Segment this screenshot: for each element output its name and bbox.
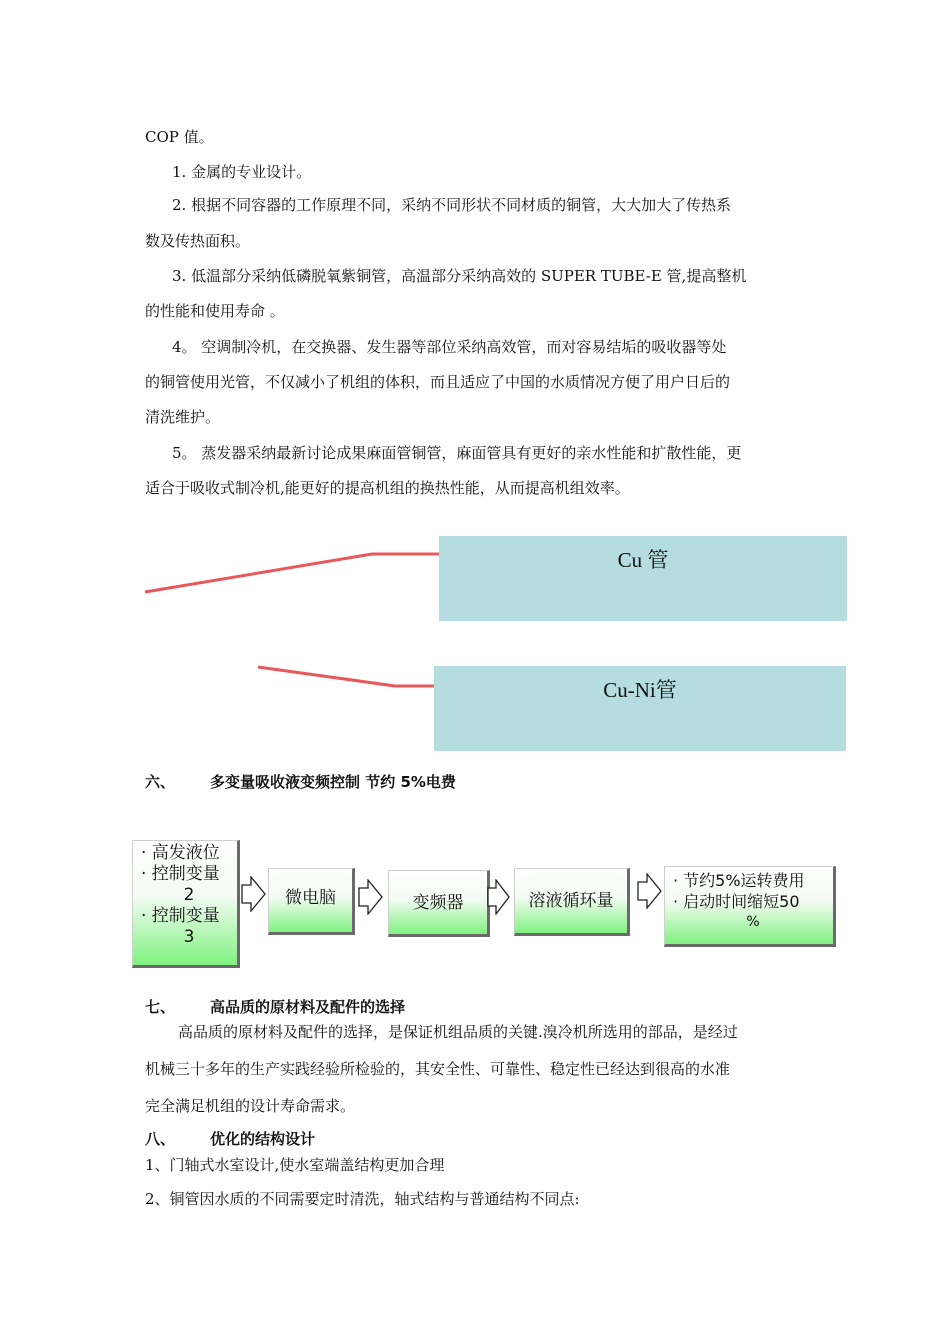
paragraph-line: 数及传热面积。 <box>145 232 251 250</box>
paragraph-line: 清洗维护。 <box>145 408 221 426</box>
flow-arrow-icon <box>487 879 511 915</box>
flow-result-box <box>664 866 836 947</box>
result-item: % <box>746 914 760 930</box>
paragraph-line: 适合于吸收式制冷机,能更好的提高机组的换热性能，从而提高机组效率。 <box>145 479 630 497</box>
paragraph-line: 机械三十多年的生产实践经验所检验的，其安全性、可靠性、稳定性已经达到很高的水准 <box>145 1060 731 1078</box>
cu-tube-box <box>439 536 847 621</box>
section-number: 七、 <box>145 998 176 1016</box>
input-item: 3 <box>183 927 195 947</box>
flow-step-microcomputer <box>268 868 355 935</box>
step-label: 微电脑 <box>285 888 336 908</box>
section-number: 八、 <box>145 1130 176 1148</box>
paragraph-line: COP 值。 <box>145 128 214 146</box>
step-label: 变频器 <box>412 893 464 913</box>
cuni-callout-line <box>258 667 434 686</box>
result-item: · 节约5%运转费用 <box>673 871 805 890</box>
flow-arrow-icon <box>358 879 384 915</box>
section-title: 优化的结构设计 <box>210 1130 316 1148</box>
flow-arrow-icon <box>637 873 663 909</box>
flow-step-inverter <box>388 870 490 937</box>
input-item: · 控制变量 <box>141 864 220 884</box>
flow-input-box <box>132 840 240 968</box>
input-item: 2 <box>183 885 195 905</box>
list-item: 4。 空调制冷机，在交换器、发生器等部位采纳高效管，而对容易结垢的吸收器等处 <box>172 338 727 356</box>
flow-step-solution-circulation <box>514 868 630 936</box>
cu-callout-line <box>145 554 440 592</box>
list-item: 1. 金属的专业设计。 <box>172 163 312 181</box>
paragraph-line: 的铜管使用光管，不仅减小了机组的体积，而且适应了中国的水质情况方便了用户日后的 <box>145 373 731 391</box>
section-number: 六、 <box>145 773 176 791</box>
list-item: 3. 低温部分采纳低磷脱氧紫铜管，高温部分采纳高效的 SUPER TUBE-E 管,提高整机 <box>172 267 747 285</box>
input-item: · 控制变量 <box>141 906 220 926</box>
paragraph-line: 高品质的原材料及配件的选择，是保证机组品质的关键.溴冷机所选用的部品，是经过 <box>178 1023 738 1041</box>
paragraph-line: 完全满足机组的设计寿命需求。 <box>145 1097 356 1115</box>
section-title: 高品质的原材料及配件的选择 <box>210 998 406 1016</box>
cuni-tube-box <box>434 666 846 751</box>
list-item: 2. 根据不同容器的工作原理不同，采纳不同形状不同材质的铜管，大大加大了传热系 <box>172 196 732 214</box>
result-item: · 启动时间缩短50 <box>673 892 800 911</box>
step-label: 溶液循环量 <box>528 891 614 911</box>
paragraph-line: 2、铜管因水质的不同需要定时清洗，轴式结构与普通结构不同点: <box>145 1190 580 1208</box>
list-item: 5。 蒸发器采纳最新讨论成果麻面管铜管，麻面管具有更好的亲水性能和扩散性能，更 <box>172 444 742 462</box>
paragraph-line: 1、门轴式水室设计,使水室端盖结构更加合理 <box>145 1156 445 1174</box>
paragraph-line: 的性能和使用寿命 。 <box>145 302 285 320</box>
input-item: · 高发液位 <box>141 843 220 863</box>
cu-tube-label: Cu 管 <box>617 548 669 572</box>
cuni-tube-label: Cu-Ni管 <box>603 678 677 702</box>
section-title: 多变量吸收液变频控制 节约 5%电费 <box>210 773 456 791</box>
flow-arrow-icon <box>241 876 267 912</box>
